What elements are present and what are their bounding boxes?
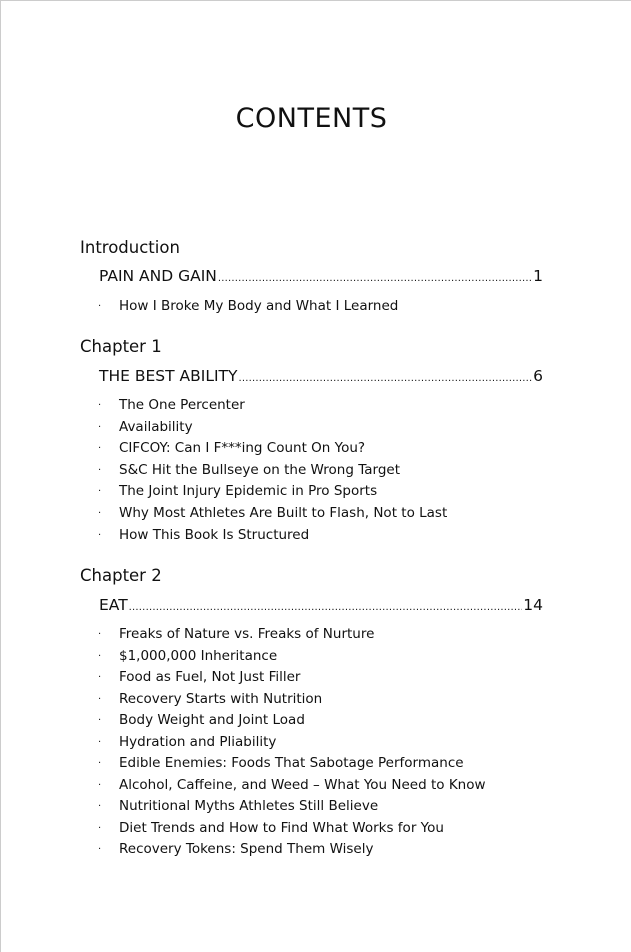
dot-leader xyxy=(218,273,532,284)
list-item: · Recovery Starts with Nutrition xyxy=(98,689,486,711)
section-label-chapter-2: Chapter 2 xyxy=(80,566,162,585)
bullet-icon: · xyxy=(98,779,102,791)
chapter-title: PAIN AND GAIN xyxy=(99,267,217,285)
bullet-icon: · xyxy=(98,650,102,662)
list-item: · How This Book Is Structured xyxy=(98,525,447,547)
page-number: 14 xyxy=(523,596,543,614)
list-item: · Availability xyxy=(98,417,447,439)
list-item: · S&C Hit the Bullseye on the Wrong Target xyxy=(98,460,447,482)
toc-entry-eat[interactable] xyxy=(99,596,543,614)
list-item: · Diet Trends and How to Find What Works for You xyxy=(98,818,486,840)
bullet-icon: · xyxy=(98,530,102,541)
list-item: · Hydration and Pliability xyxy=(98,732,486,754)
page-number: 6 xyxy=(533,367,543,385)
bullet-icon: · xyxy=(98,464,102,476)
list-item: · The One Percenter xyxy=(98,395,447,417)
bullet-icon: · xyxy=(98,507,102,519)
list-item: · The Joint Injury Epidemic in Pro Sports xyxy=(98,481,447,503)
dot-leader xyxy=(238,373,532,384)
bullet-icon: · xyxy=(98,301,102,312)
bullet-icon: · xyxy=(98,672,102,683)
list-item: · $1,000,000 Inheritance xyxy=(98,646,486,668)
chapter-title: THE BEST ABILITY xyxy=(99,367,238,385)
toc-entry-pain-and-gain[interactable] xyxy=(99,267,543,285)
bullet-icon: · xyxy=(98,844,102,855)
topic-list-introduction xyxy=(98,296,398,318)
toc-entry-the-best-ability[interactable] xyxy=(99,367,543,385)
list-item: · Recovery Tokens: Spend Them Wisely xyxy=(98,839,486,861)
page-title: CONTENTS xyxy=(235,103,388,134)
bullet-icon: · xyxy=(98,693,102,705)
list-item: · How I Broke My Body and What I Learned xyxy=(98,296,398,318)
bullet-icon: · xyxy=(98,822,102,834)
dot-leader xyxy=(129,602,523,613)
list-item: · Why Most Athletes Are Built to Flash, Not to Last xyxy=(98,503,447,525)
list-item: · Edible Enemies: Foods That Sabotage Performance xyxy=(98,753,486,775)
list-item: · Alcohol, Caffeine, and Weed – What You Need to Know xyxy=(98,775,486,797)
bullet-icon: · xyxy=(98,758,102,769)
topic-list-chapter-2 xyxy=(98,624,486,861)
list-item: · Body Weight and Joint Load xyxy=(98,710,486,732)
list-item: · Nutritional Myths Athletes Still Believe xyxy=(98,796,486,818)
section-label-introduction: Introduction xyxy=(80,238,180,257)
bullet-icon: · xyxy=(98,443,102,454)
bullet-icon: · xyxy=(98,421,102,433)
page-number: 1 xyxy=(533,267,543,285)
list-item: · CIFCOY: Can I F***ing Count On You? xyxy=(98,438,447,460)
bullet-icon: · xyxy=(98,801,102,812)
section-label-chapter-1: Chapter 1 xyxy=(80,337,162,356)
bullet-icon: · xyxy=(98,736,102,748)
bullet-icon: · xyxy=(98,629,102,640)
bullet-icon: · xyxy=(98,715,102,726)
list-item: · Freaks of Nature vs. Freaks of Nurture xyxy=(98,624,486,646)
chapter-title: EAT xyxy=(99,596,128,614)
bullet-icon: · xyxy=(98,486,102,497)
bullet-icon: · xyxy=(98,400,102,411)
topic-list-chapter-1 xyxy=(98,395,447,547)
list-item: · Food as Fuel, Not Just Filler xyxy=(98,667,486,689)
